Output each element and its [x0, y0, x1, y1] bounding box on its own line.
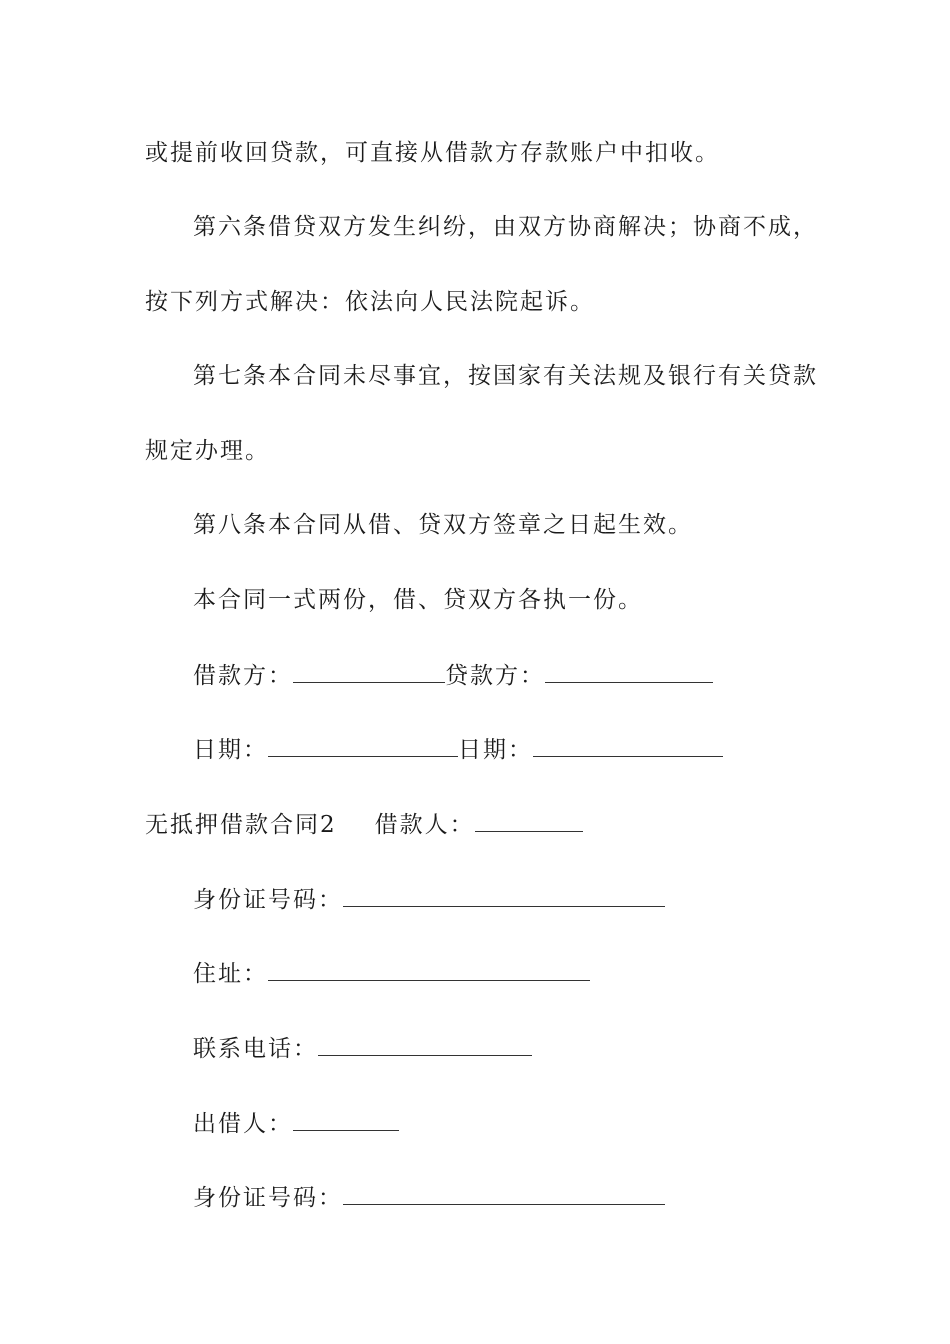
borrower-label: 借款方：: [193, 663, 293, 689]
date-row: [193, 734, 723, 765]
address-row: [193, 958, 590, 989]
lender-label: 贷款方：: [445, 663, 545, 689]
id-number-row-2: [193, 1182, 665, 1213]
address-label: 住址：: [193, 961, 268, 987]
phone-row: [193, 1033, 532, 1064]
date-blank-borrower[interactable]: [268, 734, 458, 757]
id-number-label: 身份证号码：: [193, 887, 343, 913]
phone-label: 联系电话：: [193, 1036, 318, 1062]
paragraph-line: 或提前收回贷款，可直接从借款方存款账户中扣收。: [145, 140, 720, 166]
address-blank[interactable]: [268, 958, 590, 981]
date-blank-lender[interactable]: [533, 734, 723, 757]
lender-blank[interactable]: [545, 660, 713, 683]
lender-person-row: [193, 1108, 399, 1139]
id-number-label-2: 身份证号码：: [193, 1185, 343, 1211]
date-label-lender: 日期：: [458, 737, 533, 763]
id-number-blank[interactable]: [343, 884, 665, 907]
phone-blank[interactable]: [318, 1033, 532, 1056]
signature-row: [193, 660, 713, 691]
id-number-row: [193, 884, 665, 915]
copies-line: 本合同一式两份，借、贷双方各执一份。: [193, 587, 643, 613]
paragraph-line: 按下列方式解决：依法向人民法院起诉。: [145, 289, 595, 315]
lender-person-label: 出借人：: [193, 1111, 293, 1137]
borrower-person-label: 借款人：: [374, 812, 475, 838]
contract2-heading-row: [145, 809, 583, 840]
article-six-line: 第六条借贷双方发生纠纷，由双方协商解决；协商不成，: [193, 214, 818, 240]
borrower-person-blank[interactable]: [475, 809, 583, 832]
id-number-blank-2[interactable]: [343, 1182, 665, 1205]
paragraph-line: 规定办理。: [145, 438, 270, 464]
article-eight-line: 第八条本合同从借、贷双方签章之日起生效。: [193, 512, 693, 538]
borrower-blank[interactable]: [293, 660, 445, 683]
lender-person-blank[interactable]: [293, 1108, 399, 1131]
date-label-borrower: 日期：: [193, 737, 268, 763]
article-seven-line: 第七条本合同未尽事宜，按国家有关法规及银行有关贷款: [193, 363, 818, 389]
contract2-title: 无抵押借款合同2: [145, 812, 337, 838]
